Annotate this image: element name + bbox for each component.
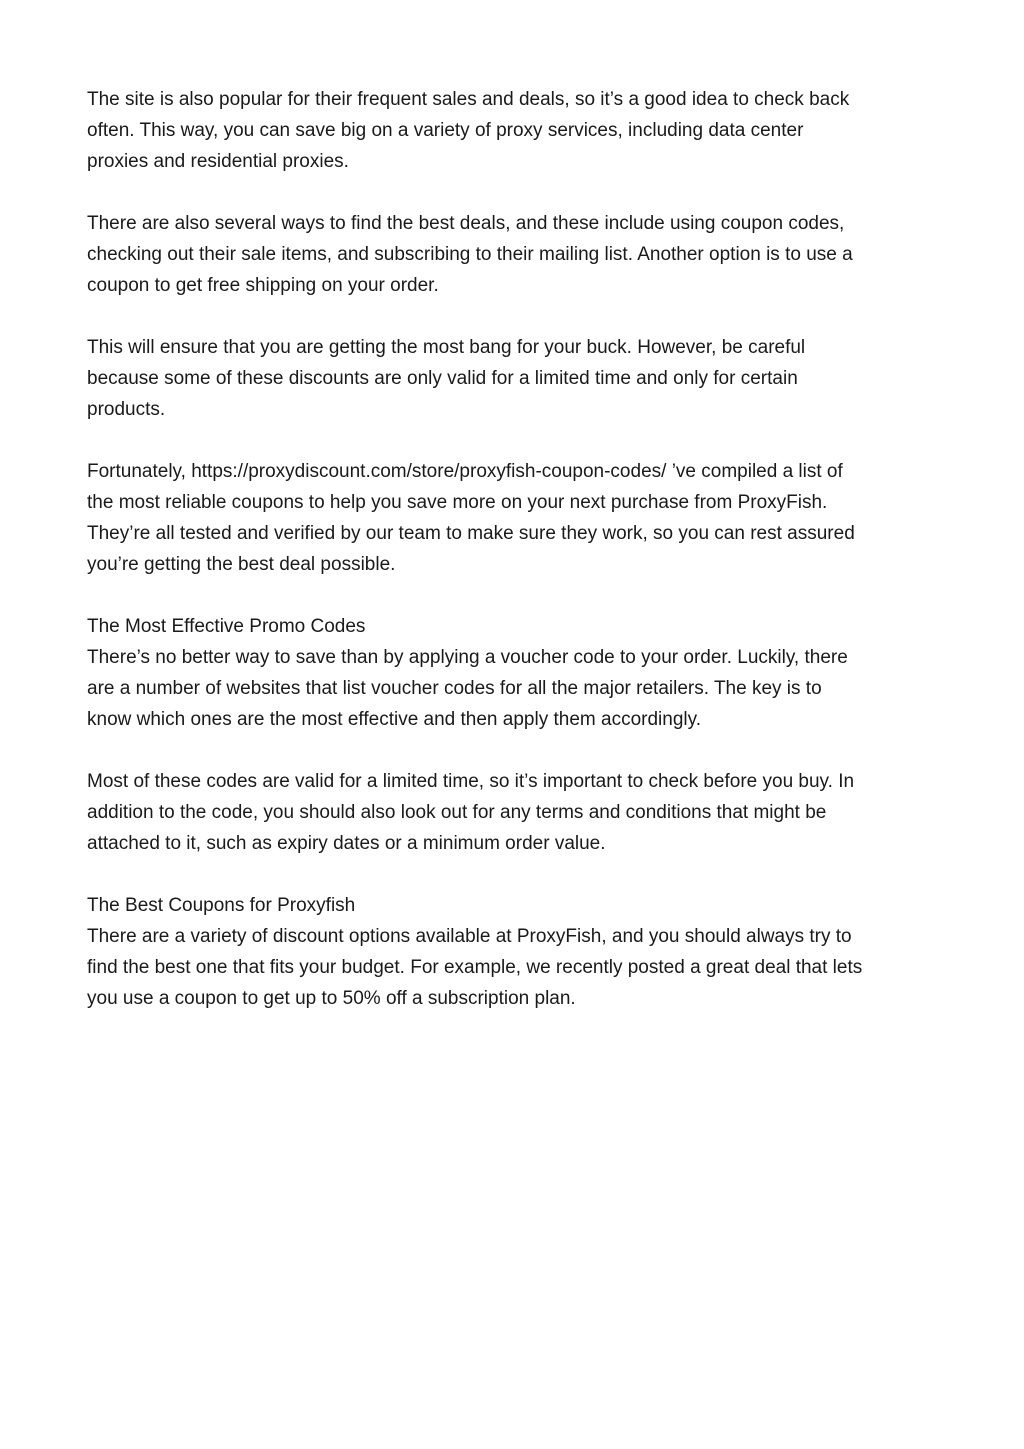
body-paragraph-3: This will ensure that you are getting the most bang for your buck. However, be careful because some of these discounts are only valid for a limited time and only for certain products. [87,337,806,420]
section-promo-codes [87,611,947,735]
section-heading-best-coupons: The Best Coupons for Proxyfish [87,895,356,916]
section-best-coupons [87,890,947,1014]
section-paragraph: There’s no better way to save than by applying a voucher code to your order. Luckily, there are a number of websites that list voucher codes for all the major retailers. The key is to know which ones are the most effective and then apply them accordingly. [87,647,848,730]
body-paragraph-2: There are also several ways to find the best deals, and these include using coupon codes, checking out their sale items, and subscribing to their mailing list. Another option is to use a coupon to get free shipping on your order. [87,213,853,296]
section-heading-promo-codes: The Most Effective Promo Codes [87,616,366,637]
section-paragraph: There are a variety of discount options available at ProxyFish, and you should always try to find the best one that fits your budget. For example, we recently posted a great deal that lets you use a coupon to get up to 50% off a subscription plan. [87,926,863,1009]
document-body [87,84,947,1045]
body-paragraph-4: Fortunately, https://proxydiscount.com/store/proxyfish-coupon-codes/ ’ve compiled a list of the most reliable coupons to help you save more on your next purchase from ProxyFish. They’re all tested and verified by our team to make sure they work, so you can rest assured you’re getting the best deal possible. [87,461,855,575]
body-paragraph-1: The site is also popular for their frequent sales and deals, so it’s a good idea to check back often. This way, you can save big on a variety of proxy services, including data center proxies and residential proxies. [87,89,850,172]
body-paragraph-5: Most of these codes are valid for a limited time, so it’s important to check before you buy. In addition to the code, you should also look out for any terms and conditions that might be attached to it, such as expiry dates or a minimum order value. [87,771,855,854]
